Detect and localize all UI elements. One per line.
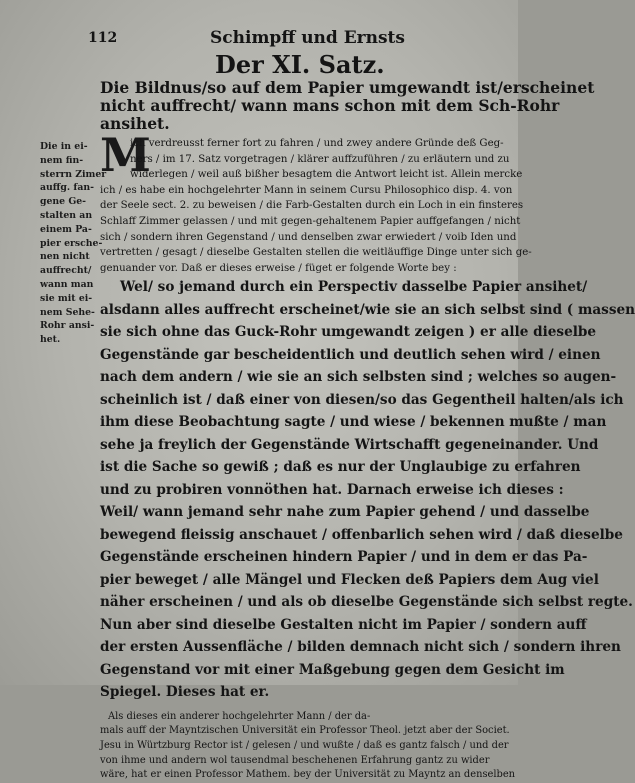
margin-note-line: auffg. fan- [40,182,95,194]
quote-line: näher erscheinen / und als ob dieselbe Gegenstände sich selbst regte. [100,594,633,611]
margin-note-line: sterrn Zimer [40,168,107,180]
intro-line: sich / sondern ihren Gegenstand / und denselben zwar erwiedert / voib Iden und [100,231,517,243]
margin-note-line: wann man [40,278,94,290]
quote-line: Weil/ wann jemand sehr nahe zum Papier gehend / und dasselbe [100,504,590,521]
body-text [100,136,635,783]
margin-note-line: nem fin- [40,154,84,166]
quote-line: sehe ja freylich der Gegenstände Wirtschafft gegeneinander. Und [100,436,599,453]
closing-line: Als dieses ein anderer hochgelehrter Mann / der da- [108,710,371,722]
quote-line: scheinlich ist / daß einer von diesen/so das Gegentheil halten/als ich [100,391,624,408]
drop-cap: M [100,128,151,182]
page-number: 112 [88,30,118,46]
heading-line: ansihet. [100,114,170,133]
quote-line: Gegenstände gar bescheidentlich und deutlich sehen wird / einen [100,346,601,363]
margin-note-line: pier ersche- [40,237,103,249]
intro-line: der Seele sect. 2. zu beweisen / die Farb-Gestalten durch ein Loch in ein finsteres [100,200,524,212]
quote-line: pier beweget / alle Mängel und Flecken deß Papiers dem Aug viel [100,571,599,588]
intro-line: widerlegen / weil auß bißher besagtem die Antwort leicht ist. Allein mercke [130,169,523,181]
quote-line: alsdann alles auffrecht erscheinet/wie sie an sich selbst sind ( massen [100,301,635,318]
margin-note-line: gene Ge- [40,196,87,208]
quote-line: Nun aber sind dieselbe Gestalten nicht im Papier / sondern auff [100,616,587,633]
margin-note [40,140,107,347]
intro-line: ich / es habe ein hochgelehrter Mann in seinem Cursu Philosophico disp. 4. von [100,184,513,196]
quote-line: und zu probiren vonnöthen hat. Darnach erweise ich dieses : [100,481,564,498]
quote-line: ist die Sache so gewiß ; daß es nur der Unglaubige zu erfahren [100,459,581,476]
quote-line: Wel/ so jemand durch ein Perspectiv dasselbe Papier ansihet/ [120,279,588,296]
quote-line: nach dem andern / wie sie an sich selbsten sind ; welches so augen- [100,369,617,386]
heading-line: Die Bildnus/so auf dem Papier umgewandt ist/erscheinet [100,78,595,97]
margin-note-line: einem Pa- [40,223,92,235]
quote-line: Gegenstand vor mit einer Maßgebung gegen dem Gesicht im [100,661,565,678]
quote-line: bewegend fleissig anschauet / offenbarlich sehen wird / daß dieselbe [100,526,623,543]
margin-note-line: Die in ei- [40,141,88,152]
quote-line: der ersten Aussenfläche / bilden demnach nicht sich / sondern ihren [100,639,621,656]
margin-note-line: nem Sehe- [40,306,95,318]
intro-line: genuander vor. Daß er dieses erweise / füget er folgende Worte bey : [100,262,457,274]
closing-line: von ihme und andern wol tausendmal beschehenen Erfahrung gantz zu wider [100,754,490,766]
quote-line: ihm diese Beobachtung sagte / und wiese / bekennen mußte / man [100,414,607,431]
margin-note-line: auffrecht/ [40,265,92,277]
margin-note-line: het. [40,334,61,346]
intro-line: ich verdreusst ferner fort zu fahren / und zwey andere Gründe deß Geg- [130,138,504,149]
quote-line: sie sich ohne das Guck-Rohr umgewandt zeigen ) er alle dieselbe [100,324,597,341]
closing-line: mals auff der Mayntzischen Universität ein Professor Theol. jetzt aber der Societ. [100,725,510,737]
margin-note-line: Rohr ansi- [40,320,95,332]
closing-line: wäre, hat er einen Professor Mathem. bey der Universität zu Mayntz an denselben [100,769,516,781]
quote-line: Spiegel. Dieses hat er. [100,684,270,701]
running-head: Schimpff und Ernsts [210,28,405,48]
section-title: Der XI. Satz. [215,50,385,79]
heading-line: nicht auffrecht/ wann mans schon mit dem Sch-Rohr [100,96,560,115]
intro-line: vertretten / gesagt / dieselbe Gestalten stellen die weitläuffige Dinge unter sich ge- [100,247,532,259]
closing-line: Jesu in Würtzburg Rector ist / gelesen / und wußte / daß es gantz falsch / und der [100,740,509,752]
quote-line: Gegenstände erscheinen hindern Papier / und in dem er das Pa- [100,549,588,566]
intro-line: Schlaff Zimmer gelassen / und mit gegen-gehaltenem Papier auffgefangen / nicht [100,215,521,227]
margin-note-line: nen nicht [40,251,90,263]
margin-note-line: sie mit ei- [40,292,93,304]
intro-line: ners / im 17. Satz vorgetragen / klärer auffzuführen / zu erläutern und zu [130,153,510,165]
margin-note-line: stalten an [40,209,93,221]
